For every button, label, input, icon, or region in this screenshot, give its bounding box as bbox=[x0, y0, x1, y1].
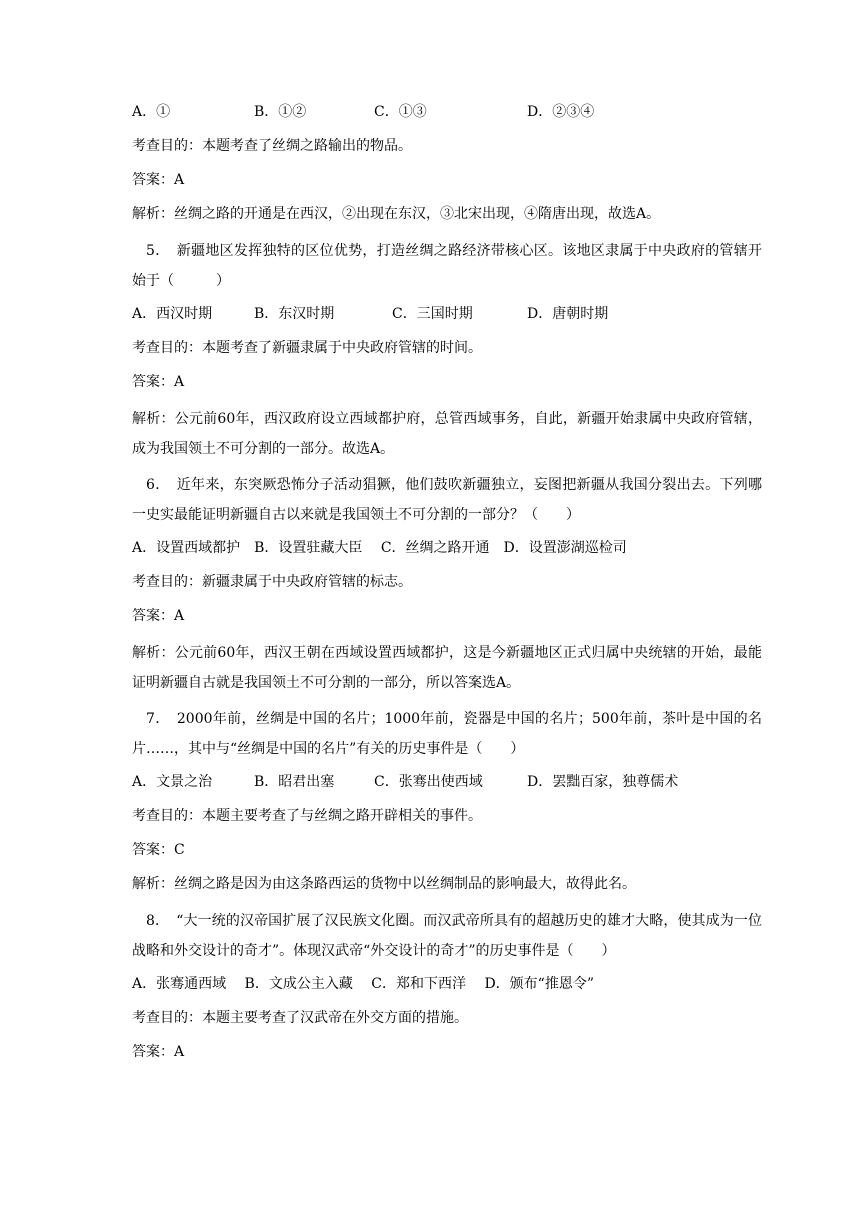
q5-purpose: 考查目的：本题考查了新疆隶属于中央政府管辖的时间。 bbox=[132, 340, 482, 356]
q7-option-a: A．文景之治 bbox=[132, 774, 213, 790]
q4-answer: 答案：A bbox=[132, 172, 185, 188]
q4-option-c: C．①③ bbox=[374, 104, 427, 120]
q6-purpose: 考查目的：新疆隶属于中央政府管辖的标志。 bbox=[132, 574, 412, 590]
q5-analysis: 解析：公元前60年，西汉政府设立西域都护府，总管西域事务，自此，新疆开始隶属中央政府管辖，成为我国领土不可分割的一部分。故选A。 bbox=[132, 411, 762, 457]
q4-option-b: B．①② bbox=[254, 104, 307, 120]
q4-option-a: A．① bbox=[132, 104, 171, 120]
q4-analysis: 解析：丝绸之路的开通是在西汉，②出现在东汉，③北宋出现，④隋唐出现，故选A。 bbox=[132, 206, 661, 222]
q6-answer: 答案：A bbox=[132, 608, 185, 624]
q5-answer: 答案：A bbox=[132, 374, 185, 390]
q5-option-c: C．三国时期 bbox=[392, 306, 473, 322]
q8-options: A．张骞通西域 B．文成公主入藏 C．郑和下西洋 D．颁布“推恩令” bbox=[132, 976, 594, 992]
q7-option-b: B．昭君出塞 bbox=[254, 774, 335, 790]
q5-options bbox=[132, 302, 762, 336]
q6-options: A．设置西域都护 B．设置驻藏大臣 C．丝绸之路开通 D．设置澎湖巡检司 bbox=[132, 540, 627, 556]
q5-stem: 5． 新疆地区发挥独特的区位优势，打造丝绸之路经济带核心区。该地区隶属于中央政府的管辖开始于（ ） bbox=[132, 243, 762, 289]
q7-option-c: C．张骞出使西域 bbox=[374, 774, 483, 790]
q5-option-d: D．唐朝时期 bbox=[527, 306, 609, 322]
q8-answer: 答案：A bbox=[132, 1044, 185, 1060]
q4-option-d: D．②③④ bbox=[527, 104, 595, 120]
document-content bbox=[132, 100, 762, 1074]
q7-answer: 答案：C bbox=[132, 842, 185, 858]
q8-purpose: 考查目的：本题主要考查了汉武帝在外交方面的措施。 bbox=[132, 1010, 468, 1026]
q8-stem: 8． “大一统的汉帝国扩展了汉民族文化圈。而汉武帝所具有的超越历史的雄才大略，使其成为一位战略和外交设计的奇才”。体现汉武帝“外交设计的奇才”的历史事件是（ ） bbox=[132, 913, 762, 959]
q4-options bbox=[132, 100, 762, 134]
q7-purpose: 考查目的：本题主要考查了与丝绸之路开辟相关的事件。 bbox=[132, 808, 482, 824]
q7-stem: 7． 2000年前，丝绸是中国的名片；1000年前，瓷器是中国的名片；500年前，茶叶是中国的名片……，其中与“丝绸是中国的名片”有关的历史事件是（ ） bbox=[132, 711, 762, 757]
q4-purpose: 考查目的：本题考查了丝绸之路输出的物品。 bbox=[132, 138, 412, 154]
q5-option-a: A．西汉时期 bbox=[132, 306, 213, 322]
q7-options bbox=[132, 770, 762, 804]
q5-option-b: B．东汉时期 bbox=[254, 306, 335, 322]
q6-analysis: 解析：公元前60年，西汉王朝在西域设置西域都护，这是今新疆地区正式归属中央统辖的开始，最能证明新疆自古就是我国领土不可分割的一部分，所以答案选A。 bbox=[132, 645, 762, 691]
q7-analysis: 解析：丝绸之路是因为由这条路西运的货物中以丝绸制品的影响最大，故得此名。 bbox=[132, 876, 636, 892]
q7-option-d: D．罢黜百家，独尊儒术 bbox=[527, 774, 679, 790]
q6-stem: 6． 近年来，东突厥恐怖分子活动猖獗，他们鼓吹新疆独立，妄图把新疆从我国分裂出去。下列哪一史实最能证明新疆自古以来就是我国领土不可分割的一部分？（ ） bbox=[132, 477, 762, 523]
